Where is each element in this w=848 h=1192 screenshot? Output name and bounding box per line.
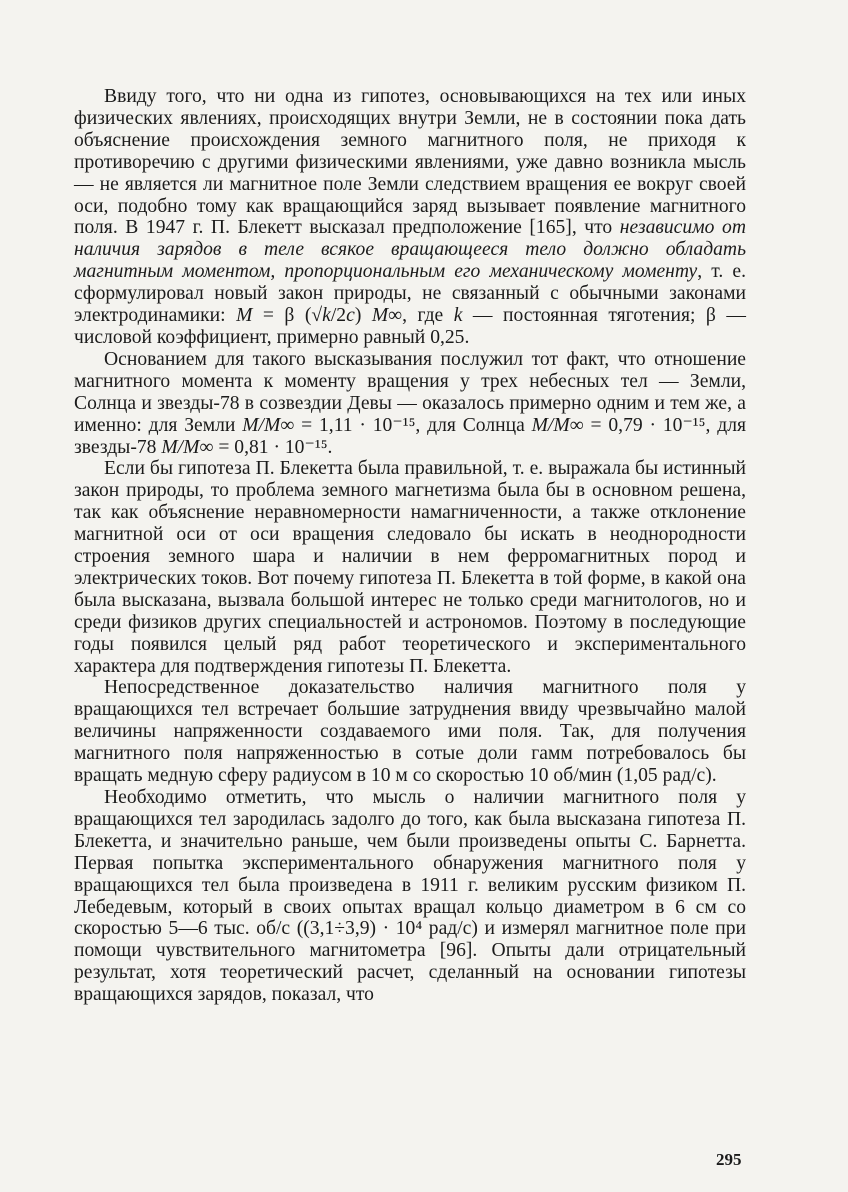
text-run: Если бы гипотеза П. Блекетта была правильной, т. е. выражала бы истинный закон природы, то проблема земного магнетизма была бы в основном решена, так как объяснение неравномерности намагниченности, а также отклонение магнитной оси от оси вращения следовало бы искать в неоднородности строения земного шара и наличии в нем ферромагнитных пород и электрических токов. Вот почему гипотеза П. Блекетта в той форме, в какой она была высказана, вызвала большой интерес не только среди магнитологов, но и среди физиков других специальностей и астрономов. Поэтому в последующие годы появился целый ряд работ теоретического и экспериментального характера для подтверждения гипотезы П. Блекетта. [74, 458, 746, 677]
paragraph [74, 458, 746, 677]
text-run: Основанием для такого высказывания послужил тот факт, что отношение магнитного момента к моменту вращения у трех небесных тел — Земли, Солнца и звезды-78 в созвездии Девы — оказалось примерно одним и тем же, а именно: для Земли [74, 348, 746, 436]
emphasized-text: независимо от наличия зарядов в теле всякое вращающееся тело должно обладать магнитным моментом, пропорциональным его механическому моменту [74, 217, 746, 283]
math-symbol: M/M [531, 414, 570, 436]
paragraph [74, 86, 746, 349]
text-run: Ввиду того, что ни одна из гипотез, основывающихся на тех или иных физических явлениях, происходящих внутри Земли, не в состоянии пока дать объяснение происхождения земного магнитного поля, не приходя к противоречию с другими физическими явлениями, уже давно возникла мысль — не является ли магнитное поле Земли следствием вращения ее вокруг своей оси, подобно тому как вращающийся заряд вызывает появление магнитного поля. В 1947 г. П. Блекетт высказал предположение [165], что [74, 86, 746, 239]
text-run: ∞ = 0,81 · 10⁻¹⁵. [199, 436, 333, 458]
paragraph [74, 349, 746, 459]
text-run: = β (√ [252, 305, 323, 327]
text-run: — постоянная тяготения; β — числовой коэффициент, примерно равный 0,25. [74, 305, 746, 348]
math-symbol: M/M [161, 436, 200, 458]
text-run: /2 [330, 305, 347, 327]
text-run: ∞ = 1,11 · 10⁻¹⁵, для Солнца [280, 414, 532, 436]
text-run: Необходимо отметить, что мысль о наличии магнитного поля у вращающихся тел зародилась задолго до того, как была высказана гипотеза П. Блекетта, и значительно раньше, чем были произведены опыты С. Барнетта. Первая попытка экспериментального обнаружения магнитного поля у вращающихся тел была произведена в 1911 г. великим русским физиком П. Лебедевым, который в своих опытах вращал кольцо диаметром в 6 см со скоростью 5—6 тыс. об/с ((3,1÷3,9) · 10⁴ рад/с) и измерял магнитное поле при помощи чувствительного магнитометра [96]. Опыты дали отрицательный результат, хотя теоретический расчет, сделанный на основании гипотезы вращающихся зарядов, показал, что [74, 787, 746, 1006]
page-number: 295 [716, 1150, 742, 1169]
text-run: Непосредственное доказательство наличия магнитного поля у вращающихся тел встречает большие затруднения ввиду чрезвычайно малой величины напряженности создаваемого ими поля. Так, для получения магнитного поля напряженностью в сотые доли гамм потребовалось бы вращать медную сферу радиусом в 10 м со скоростью 10 об/мин (1,05 рад/с). [74, 677, 746, 787]
math-symbol: k [322, 305, 331, 327]
text-run: ∞, где [388, 305, 454, 327]
math-symbol: c [346, 305, 355, 327]
math-symbol: M/M [242, 414, 281, 436]
text-run: ) [354, 305, 372, 327]
math-symbol: M [236, 305, 253, 327]
text-run: , т. е. сформулировал новый закон природы, не связанный с обычными законами электродинамики: [74, 261, 746, 327]
math-symbol: k [453, 305, 463, 327]
text-run: ∞ = 0,79 · 10⁻¹⁵, для звезды-78 [74, 414, 746, 458]
math-symbol: M [371, 305, 389, 327]
body-text [74, 86, 746, 1006]
paragraph [74, 677, 746, 787]
paragraph [74, 787, 746, 1006]
